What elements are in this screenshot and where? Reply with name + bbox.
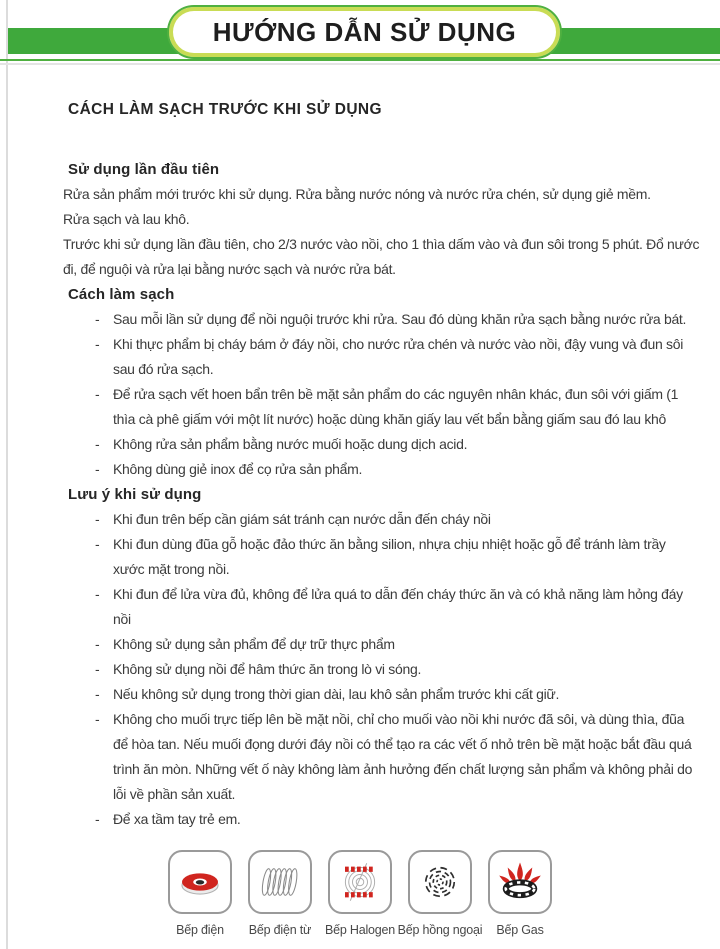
bullet-text: Không rửa sản phẩm bằng nước muối hoặc dung dịch acid. [113,436,468,452]
bullet-text: Không dùng giẻ inox để cọ rửa sản phẩm. [113,461,363,477]
stove-icon-box [168,850,232,914]
stove-label: Bếp Halogen [324,923,396,937]
bullet-text: Không sử dụng nồi để hâm thức ăn trong lò vi sóng. [113,661,422,677]
stove-item [166,850,234,937]
section-body [63,307,700,482]
stove-item [326,850,394,937]
stove-label: Bếp hồng ngoại [397,923,483,937]
bullet-item [63,582,700,632]
bullet-text: Để xa tầm tay trẻ em. [113,811,241,827]
bullet-dash: - [95,386,100,402]
bullet-item [63,332,700,382]
stove-item [486,850,554,937]
bullet-text: Khi đun để lửa vừa đủ, không để lửa quá to dẫn đến cháy thức ăn và có khả năng làm hỏng đáy nồi [113,586,683,627]
bullet-text: Khi đun dùng đũa gỗ hoặc đảo thức ăn bằng silion, nhựa chịu nhiệt hoặc gỗ để tránh làm trầy xước mặt trong nồi. [113,536,666,577]
bullet-dash: - [95,586,100,602]
stove-label: Bếp điện [176,923,224,937]
paragraph: Rửa sản phẩm mới trước khi sử dụng. Rửa bằng nước nóng và nước rửa chén, sử dụng giẻ mềm. [63,186,651,202]
bullet-dash: - [95,661,100,677]
document-section [63,282,700,482]
section-heading: Cách làm sạch [68,286,175,303]
bullet-item [63,632,700,657]
bullet-item [63,457,700,482]
bullet-dash: - [95,811,100,827]
bullet-dash: - [95,336,100,352]
stove-item [246,850,314,937]
stove-icon-box [248,850,312,914]
bullet-text: Sau mỗi lần sử dụng để nồi nguội trước khi rửa. Sau đó dùng khăn rửa sạch bằng nước rửa bát. [113,311,687,327]
stove-icon-box [328,850,392,914]
bullet-item [63,657,700,682]
bullet-item [63,807,700,832]
stove-label: Bếp điện từ [248,923,312,937]
bullet-dash: - [95,711,100,727]
page-title: HƯỚNG DẪN SỬ DỤNG [212,16,517,47]
document-section [63,157,700,282]
section-heading: Sử dụng lần đầu tiên [68,161,220,178]
bullet-dash: - [95,436,100,452]
bullet-item [63,507,700,532]
bullet-text: Khi đun trên bếp cần giám sát tránh cạn nước dẫn đến cháy nồi [113,511,491,527]
sections [63,157,700,832]
page-edge-shadow [6,0,8,949]
bullet-item [63,707,700,807]
gas-stove-icon [496,858,544,906]
document-title: CÁCH LÀM SẠCH TRƯỚC KHI SỬ DỤNG [68,101,382,118]
halogen-stove-icon [336,858,384,906]
bullet-text: Khi thực phẩm bị cháy bám ở đáy nồi, cho nước rửa chén và nước vào nồi, đậy vung và đun sôi sau đó rửa sạch. [113,336,684,377]
bullet-dash: - [95,461,100,477]
induction-stove-icon [256,858,304,906]
bullet-item [63,532,700,582]
bullet-dash: - [95,511,100,527]
bullet-dash: - [95,311,100,327]
electric-stove-icon [176,858,224,906]
bullet-dash: - [95,536,100,552]
paragraph: Trước khi sử dụng lần đầu tiên, cho 2/3 nước vào nồi, cho 1 thìa dấm vào và đun sôi trong 5 phút. Đổ nước đi, để nguội và rửa lại bằng nước sạch và nước rửa bát. [63,236,700,277]
section-heading: Lưu ý khi sử dụng [68,486,202,503]
section-body [63,182,700,282]
bullet-text: Không cho muối trực tiếp lên bề mặt nồi, chỉ cho muối vào nồi khi nước đã sôi, và dùng thìa, đũa để hòa tan. Nếu muối đọng dưới đáy nồi có thể tạo ra các vết ố nhỏ trên bề mặt hoặc bắt đầu quá trình ăn mòn. Những vết ố này không làm ảnh hưởng đến chất lượng sản phẩm và không phải do lỗi về phần sản xuất. [113,711,693,802]
paragraph: Rửa sạch và lau khô. [63,211,190,227]
bullet-item [63,307,700,332]
section-body [63,507,700,832]
bullet-item [63,682,700,707]
stove-label: Bếp Gas [496,923,544,937]
document-content [63,0,700,832]
bullet-text: Để rửa sạch vết hoen bẩn trên bề mặt sản phẩm do các nguyên nhân khác, đun sôi với giấm (1 thìa cà phê giấm với một lít nước) hoặc dùng khăn giấy lau vết bẩn bằng giấm sau đó lau khô [113,386,679,427]
infrared-stove-icon [416,858,464,906]
bullet-item [63,432,700,457]
stove-icon-box [408,850,472,914]
stove-compatibility-row [0,850,720,937]
bullet-item [63,382,700,432]
stove-item [397,850,483,937]
bullet-dash: - [95,636,100,652]
stove-icon-box [488,850,552,914]
bullet-text: Không sử dụng sản phẩm để dự trữ thực phẩm [113,636,395,652]
bullet-text: Nếu không sử dụng trong thời gian dài, lau khô sản phẩm trước khi cất giữ. [113,686,560,702]
bullet-dash: - [95,686,100,702]
document-section [63,482,700,832]
